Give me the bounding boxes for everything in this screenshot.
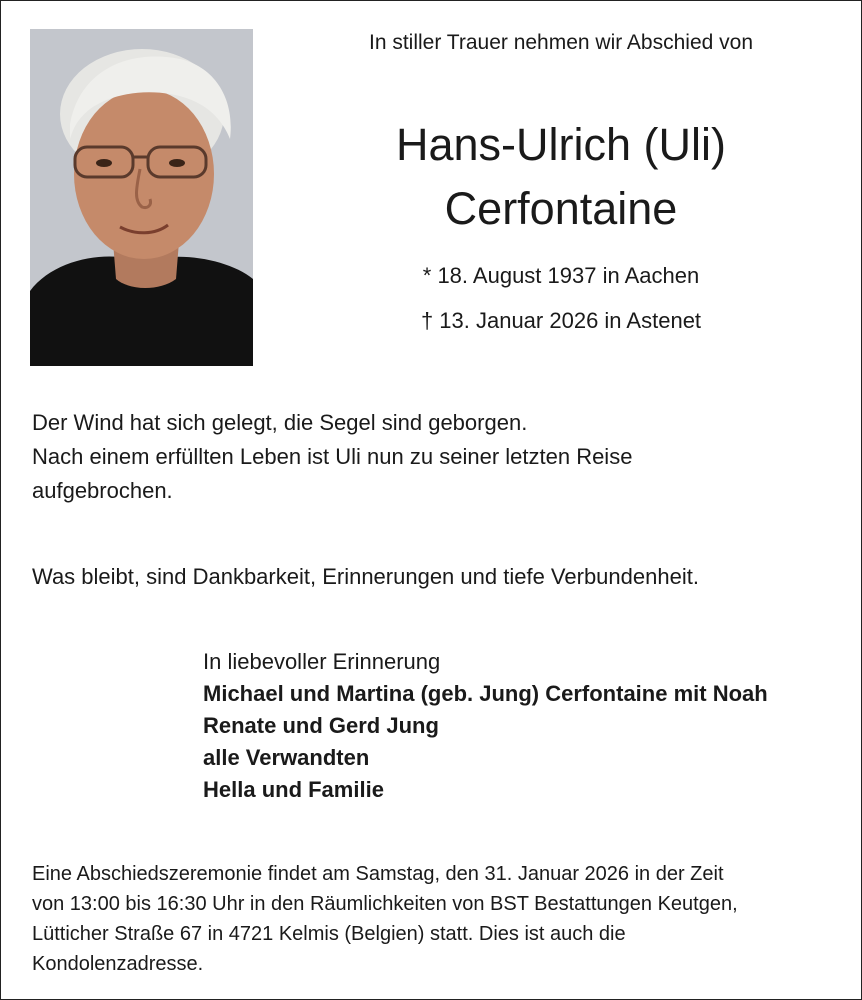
- mourner-name: Renate und Gerd Jung: [203, 713, 439, 738]
- ceremony-line: Kondolenzadresse.: [32, 953, 204, 975]
- birth-date: * 18. August 1937 in Aachen: [422, 263, 700, 288]
- mourner-name: alle Verwandten: [203, 745, 370, 770]
- mourner-name: Hella und Familie: [203, 777, 384, 802]
- ceremony-info: [32, 859, 842, 979]
- ceremony-line: von 13:00 bis 16:30 Uhr in den Räumlichkeiten von BST Bestattungen Keutgen,: [32, 893, 738, 915]
- thanks-line: Was bleibt, sind Dankbarkeit, Erinnerungen und tiefe Verbundenheit.: [32, 564, 699, 589]
- mourner-name: Michael und Martina (geb. Jung) Cerfontaine mit Noah: [203, 681, 768, 706]
- verse-line: Der Wind hat sich gelegt, die Segel sind geborgen.: [32, 410, 528, 435]
- deceased-name: [261, 113, 861, 241]
- name-line-1: Hans-Ulrich (Uli): [395, 119, 726, 170]
- death-date: † 13. Januar 2026 in Astenet: [420, 308, 702, 333]
- portrait-photo: [30, 29, 253, 366]
- ceremony-line: Eine Abschiedszeremonie findet am Samstag, den 31. Januar 2026 in der Zeit: [32, 863, 724, 885]
- name-line-2: Cerfontaine: [444, 183, 678, 234]
- intro-text: In stiller Trauer nehmen wir Abschied von: [368, 31, 754, 54]
- verse-line: aufgebrochen.: [32, 478, 173, 503]
- verse-block: [32, 406, 832, 508]
- mourners-block: [203, 646, 853, 806]
- ceremony-line: Lütticher Straße 67 in 4721 Kelmis (Belgien) statt. Dies ist auch die: [32, 923, 626, 945]
- verse-line: Nach einem erfüllten Leben ist Uli nun zu seiner letzten Reise: [32, 444, 633, 469]
- mourners-lead: In liebevoller Erinnerung: [203, 649, 441, 674]
